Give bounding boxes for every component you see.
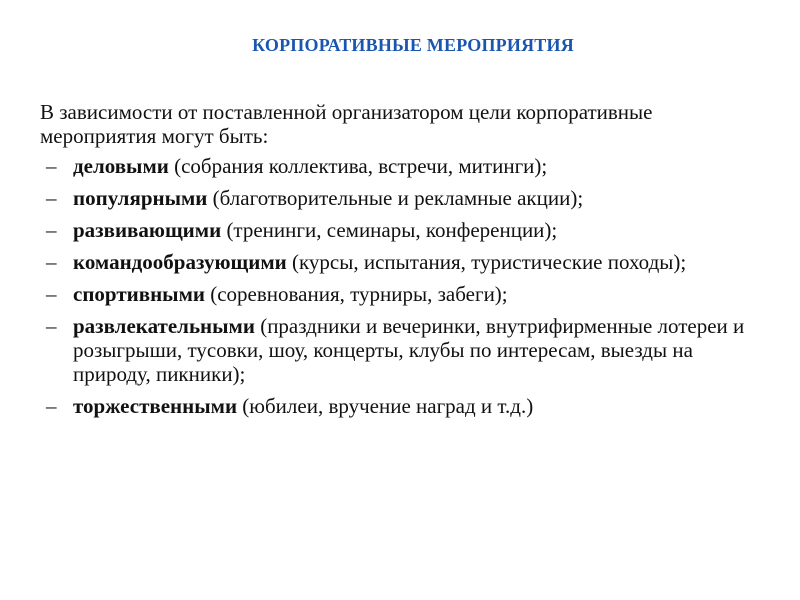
item-term: популярными: [73, 186, 208, 210]
slide-title: КОРПОРАТИВНЫЕ МЕРОПРИЯТИЯ: [252, 35, 574, 55]
bullet-dash: –: [46, 314, 57, 338]
item-description: (курсы, испытания, туристические походы);: [286, 250, 687, 274]
item-description: (праздники и вечеринки, внутрифирменные лотереи и розыгрыши, тусовки, шоу, концерты, клубы по интересам, выезды на природу, пикники);: [73, 314, 745, 386]
list-item-entertainment: [40, 314, 770, 386]
bullet-dash: –: [46, 218, 57, 242]
list-item-popular: [40, 186, 770, 210]
list-item-ceremonial: [40, 394, 770, 418]
bullet-dash: –: [46, 394, 57, 418]
item-term: командообразующими: [73, 250, 287, 274]
event-types-list: [40, 154, 770, 418]
intro-text: В зависимости от поставленной организатором цели корпоративные мероприятия могут быть:: [40, 100, 653, 148]
item-term: развивающими: [73, 218, 222, 242]
slide-body: [40, 100, 770, 426]
item-term: развлекательными: [73, 314, 255, 338]
list-item-developing: [40, 218, 770, 242]
item-term: спортивными: [73, 282, 205, 306]
list-item-business: [40, 154, 770, 178]
item-term: деловыми: [73, 154, 169, 178]
item-term: торжественными: [73, 394, 238, 418]
item-description: (юбилеи, вручение наград и т.д.): [237, 394, 534, 418]
item-description: (соревнования, турниры, забеги);: [204, 282, 508, 306]
bullet-dash: –: [46, 250, 57, 274]
bullet-dash: –: [46, 282, 57, 306]
list-item-team-building: [40, 250, 770, 274]
list-item-sports: [40, 282, 770, 306]
bullet-dash: –: [46, 186, 57, 210]
item-description: (благотворительные и рекламные акции);: [207, 186, 584, 210]
item-description: (тренинги, семинары, конференции);: [221, 218, 558, 242]
bullet-dash: –: [46, 154, 57, 178]
item-description: (собрания коллектива, встречи, митинги);: [168, 154, 548, 178]
